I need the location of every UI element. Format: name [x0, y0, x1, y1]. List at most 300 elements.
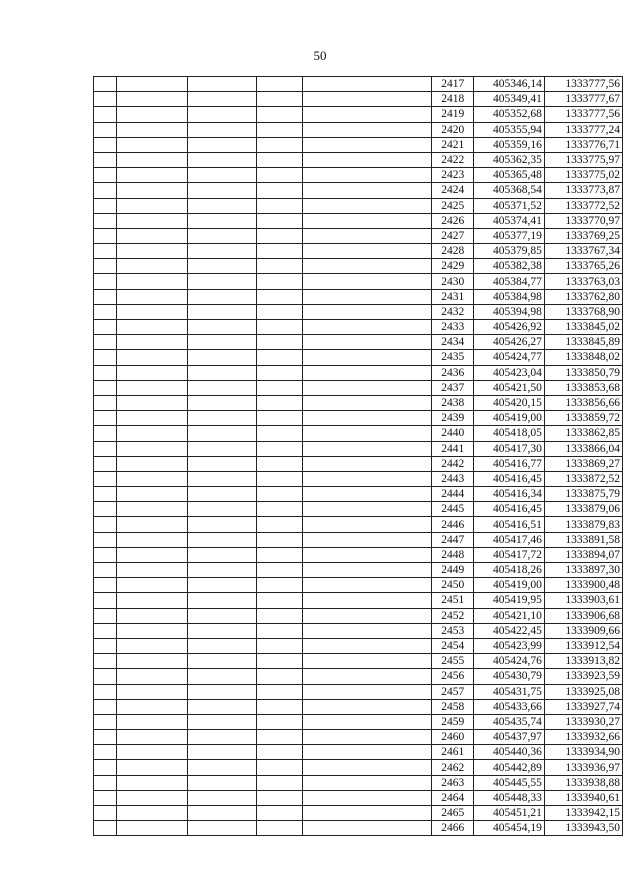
- x-coordinate-cell: 405451,21: [474, 806, 545, 821]
- empty-cell: [187, 517, 257, 532]
- empty-cell: [187, 578, 257, 593]
- x-coordinate-cell: 405418,05: [474, 426, 545, 441]
- empty-cell: [303, 502, 432, 517]
- table-row: [94, 426, 623, 441]
- table-row: [94, 745, 623, 760]
- empty-cell: [187, 638, 257, 653]
- empty-cell: [257, 122, 303, 137]
- empty-cell: [187, 532, 257, 547]
- empty-cell: [257, 244, 303, 259]
- empty-cell: [94, 77, 117, 92]
- y-coordinate-cell: 1333767,34: [544, 244, 622, 259]
- empty-cell: [94, 168, 117, 183]
- empty-cell: [94, 426, 117, 441]
- x-coordinate-cell: 405394,98: [474, 304, 545, 319]
- empty-cell: [187, 350, 257, 365]
- empty-cell: [94, 395, 117, 410]
- empty-cell: [116, 365, 187, 380]
- empty-cell: [187, 563, 257, 578]
- empty-cell: [257, 77, 303, 92]
- empty-cell: [94, 638, 117, 653]
- empty-cell: [116, 320, 187, 335]
- x-coordinate-cell: 405377,19: [474, 228, 545, 243]
- empty-cell: [116, 350, 187, 365]
- x-coordinate-cell: 405424,76: [474, 654, 545, 669]
- x-coordinate-cell: 405445,55: [474, 775, 545, 790]
- point-number-cell: 2441: [432, 441, 474, 456]
- table-row: [94, 806, 623, 821]
- empty-cell: [187, 456, 257, 471]
- y-coordinate-cell: 1333845,02: [544, 320, 622, 335]
- empty-cell: [303, 320, 432, 335]
- empty-cell: [187, 775, 257, 790]
- point-number-cell: 2459: [432, 714, 474, 729]
- x-coordinate-cell: 405437,97: [474, 730, 545, 745]
- table-row: [94, 547, 623, 562]
- empty-cell: [116, 183, 187, 198]
- empty-cell: [116, 714, 187, 729]
- empty-cell: [94, 244, 117, 259]
- table-row: [94, 517, 623, 532]
- empty-cell: [187, 304, 257, 319]
- empty-cell: [116, 502, 187, 517]
- empty-cell: [187, 274, 257, 289]
- empty-cell: [116, 547, 187, 562]
- table-row: [94, 441, 623, 456]
- table-row: [94, 471, 623, 486]
- empty-cell: [116, 137, 187, 152]
- empty-cell: [257, 380, 303, 395]
- empty-cell: [94, 699, 117, 714]
- table-row: [94, 623, 623, 638]
- empty-cell: [303, 274, 432, 289]
- empty-cell: [257, 335, 303, 350]
- empty-cell: [116, 593, 187, 608]
- empty-cell: [94, 122, 117, 137]
- empty-cell: [303, 244, 432, 259]
- point-number-cell: 2447: [432, 532, 474, 547]
- empty-cell: [257, 274, 303, 289]
- empty-cell: [94, 578, 117, 593]
- y-coordinate-cell: 1333770,97: [544, 213, 622, 228]
- y-coordinate-cell: 1333777,56: [544, 107, 622, 122]
- point-number-cell: 2445: [432, 502, 474, 517]
- empty-cell: [187, 471, 257, 486]
- empty-cell: [257, 350, 303, 365]
- empty-cell: [116, 122, 187, 137]
- empty-cell: [303, 395, 432, 410]
- point-number-cell: 2429: [432, 259, 474, 274]
- y-coordinate-cell: 1333912,54: [544, 638, 622, 653]
- empty-cell: [303, 623, 432, 638]
- empty-cell: [303, 714, 432, 729]
- y-coordinate-cell: 1333776,71: [544, 137, 622, 152]
- empty-cell: [257, 684, 303, 699]
- empty-cell: [116, 304, 187, 319]
- empty-cell: [303, 441, 432, 456]
- empty-cell: [187, 395, 257, 410]
- empty-cell: [303, 350, 432, 365]
- empty-cell: [94, 365, 117, 380]
- empty-cell: [257, 593, 303, 608]
- empty-cell: [116, 107, 187, 122]
- y-coordinate-cell: 1333777,67: [544, 92, 622, 107]
- point-number-cell: 2462: [432, 760, 474, 775]
- empty-cell: [303, 213, 432, 228]
- empty-cell: [303, 92, 432, 107]
- empty-cell: [257, 806, 303, 821]
- empty-cell: [94, 259, 117, 274]
- empty-cell: [94, 684, 117, 699]
- empty-cell: [257, 395, 303, 410]
- x-coordinate-cell: 405349,41: [474, 92, 545, 107]
- empty-cell: [187, 441, 257, 456]
- x-coordinate-cell: 405416,51: [474, 517, 545, 532]
- empty-cell: [257, 198, 303, 213]
- y-coordinate-cell: 1333938,88: [544, 775, 622, 790]
- x-coordinate-cell: 405419,00: [474, 578, 545, 593]
- page-number: 50: [313, 48, 327, 63]
- table-row: [94, 456, 623, 471]
- empty-cell: [303, 745, 432, 760]
- y-coordinate-cell: 1333775,02: [544, 168, 622, 183]
- empty-cell: [303, 380, 432, 395]
- empty-cell: [94, 608, 117, 623]
- y-coordinate-cell: 1333900,48: [544, 578, 622, 593]
- empty-cell: [257, 304, 303, 319]
- table-row: [94, 730, 623, 745]
- table-row: [94, 304, 623, 319]
- empty-cell: [187, 152, 257, 167]
- empty-cell: [257, 259, 303, 274]
- empty-cell: [187, 623, 257, 638]
- x-coordinate-cell: 405355,94: [474, 122, 545, 137]
- empty-cell: [116, 335, 187, 350]
- empty-cell: [116, 684, 187, 699]
- empty-cell: [94, 107, 117, 122]
- empty-cell: [116, 259, 187, 274]
- empty-cell: [257, 137, 303, 152]
- x-coordinate-cell: 405433,66: [474, 699, 545, 714]
- empty-cell: [94, 517, 117, 532]
- empty-cell: [116, 775, 187, 790]
- empty-cell: [116, 699, 187, 714]
- empty-cell: [94, 228, 117, 243]
- y-coordinate-cell: 1333891,58: [544, 532, 622, 547]
- empty-cell: [116, 471, 187, 486]
- point-number-cell: 2436: [432, 365, 474, 380]
- empty-cell: [303, 259, 432, 274]
- x-coordinate-cell: 405384,98: [474, 289, 545, 304]
- empty-cell: [303, 152, 432, 167]
- empty-cell: [257, 487, 303, 502]
- empty-cell: [257, 502, 303, 517]
- x-coordinate-cell: 405423,04: [474, 365, 545, 380]
- empty-cell: [257, 669, 303, 684]
- empty-cell: [303, 335, 432, 350]
- table-row: [94, 107, 623, 122]
- empty-cell: [303, 578, 432, 593]
- point-number-cell: 2425: [432, 198, 474, 213]
- empty-cell: [257, 760, 303, 775]
- empty-cell: [94, 806, 117, 821]
- point-number-cell: 2418: [432, 92, 474, 107]
- x-coordinate-cell: 405430,79: [474, 669, 545, 684]
- empty-cell: [303, 289, 432, 304]
- empty-cell: [303, 654, 432, 669]
- empty-cell: [257, 638, 303, 653]
- y-coordinate-cell: 1333856,66: [544, 395, 622, 410]
- empty-cell: [116, 532, 187, 547]
- empty-cell: [116, 244, 187, 259]
- table-row: [94, 669, 623, 684]
- empty-cell: [303, 487, 432, 502]
- empty-cell: [94, 350, 117, 365]
- x-coordinate-cell: 405426,27: [474, 335, 545, 350]
- empty-cell: [187, 92, 257, 107]
- empty-cell: [116, 411, 187, 426]
- y-coordinate-cell: 1333773,87: [544, 183, 622, 198]
- point-number-cell: 2456: [432, 669, 474, 684]
- x-coordinate-cell: 405440,36: [474, 745, 545, 760]
- empty-cell: [257, 183, 303, 198]
- empty-cell: [257, 107, 303, 122]
- empty-cell: [303, 699, 432, 714]
- table-row: [94, 228, 623, 243]
- table-row: [94, 790, 623, 805]
- empty-cell: [187, 547, 257, 562]
- y-coordinate-cell: 1333936,97: [544, 760, 622, 775]
- x-coordinate-cell: 405374,41: [474, 213, 545, 228]
- empty-cell: [116, 426, 187, 441]
- x-coordinate-cell: 405416,45: [474, 471, 545, 486]
- empty-cell: [116, 745, 187, 760]
- empty-cell: [187, 183, 257, 198]
- table-row: [94, 684, 623, 699]
- empty-cell: [116, 578, 187, 593]
- y-coordinate-cell: 1333777,24: [544, 122, 622, 137]
- empty-cell: [94, 320, 117, 335]
- empty-cell: [303, 107, 432, 122]
- empty-cell: [303, 638, 432, 653]
- empty-cell: [116, 441, 187, 456]
- point-number-cell: 2434: [432, 335, 474, 350]
- empty-cell: [257, 471, 303, 486]
- table-body: [94, 77, 623, 836]
- empty-cell: [116, 517, 187, 532]
- empty-cell: [116, 730, 187, 745]
- point-number-cell: 2460: [432, 730, 474, 745]
- point-number-cell: 2451: [432, 593, 474, 608]
- empty-cell: [303, 228, 432, 243]
- empty-cell: [303, 593, 432, 608]
- empty-cell: [187, 730, 257, 745]
- empty-cell: [257, 320, 303, 335]
- point-number-cell: 2458: [432, 699, 474, 714]
- y-coordinate-cell: 1333848,02: [544, 350, 622, 365]
- x-coordinate-cell: 405431,75: [474, 684, 545, 699]
- empty-cell: [303, 684, 432, 699]
- empty-cell: [187, 137, 257, 152]
- y-coordinate-cell: 1333879,83: [544, 517, 622, 532]
- x-coordinate-cell: 405419,00: [474, 411, 545, 426]
- empty-cell: [94, 790, 117, 805]
- empty-cell: [303, 456, 432, 471]
- empty-cell: [303, 426, 432, 441]
- empty-cell: [187, 426, 257, 441]
- x-coordinate-cell: 405365,48: [474, 168, 545, 183]
- empty-cell: [257, 623, 303, 638]
- empty-cell: [116, 152, 187, 167]
- x-coordinate-cell: 405416,34: [474, 487, 545, 502]
- point-number-cell: 2463: [432, 775, 474, 790]
- empty-cell: [116, 669, 187, 684]
- x-coordinate-cell: 405420,15: [474, 395, 545, 410]
- point-number-cell: 2442: [432, 456, 474, 471]
- x-coordinate-cell: 405418,26: [474, 563, 545, 578]
- empty-cell: [94, 487, 117, 502]
- empty-cell: [116, 274, 187, 289]
- table-row: [94, 152, 623, 167]
- x-coordinate-cell: 405382,38: [474, 259, 545, 274]
- point-number-cell: 2444: [432, 487, 474, 502]
- x-coordinate-cell: 405454,19: [474, 821, 545, 836]
- empty-cell: [94, 669, 117, 684]
- empty-cell: [94, 441, 117, 456]
- y-coordinate-cell: 1333853,68: [544, 380, 622, 395]
- empty-cell: [303, 563, 432, 578]
- empty-cell: [257, 532, 303, 547]
- empty-cell: [257, 456, 303, 471]
- empty-cell: [257, 563, 303, 578]
- y-coordinate-cell: 1333850,79: [544, 365, 622, 380]
- y-coordinate-cell: 1333903,61: [544, 593, 622, 608]
- empty-cell: [257, 654, 303, 669]
- empty-cell: [303, 198, 432, 213]
- empty-cell: [303, 730, 432, 745]
- table-row: [94, 350, 623, 365]
- x-coordinate-cell: 405426,92: [474, 320, 545, 335]
- point-number-cell: 2455: [432, 654, 474, 669]
- x-coordinate-cell: 405419,95: [474, 593, 545, 608]
- empty-cell: [187, 714, 257, 729]
- table-row: [94, 593, 623, 608]
- x-coordinate-cell: 405416,45: [474, 502, 545, 517]
- point-number-cell: 2421: [432, 137, 474, 152]
- y-coordinate-cell: 1333862,85: [544, 426, 622, 441]
- empty-cell: [116, 213, 187, 228]
- y-coordinate-cell: 1333942,15: [544, 806, 622, 821]
- point-number-cell: 2438: [432, 395, 474, 410]
- x-coordinate-cell: 405379,85: [474, 244, 545, 259]
- table-row: [94, 289, 623, 304]
- point-number-cell: 2465: [432, 806, 474, 821]
- y-coordinate-cell: 1333765,26: [544, 259, 622, 274]
- y-coordinate-cell: 1333875,79: [544, 487, 622, 502]
- y-coordinate-cell: 1333777,56: [544, 77, 622, 92]
- y-coordinate-cell: 1333845,89: [544, 335, 622, 350]
- empty-cell: [94, 775, 117, 790]
- point-number-cell: 2461: [432, 745, 474, 760]
- empty-cell: [303, 532, 432, 547]
- empty-cell: [187, 335, 257, 350]
- point-number-cell: 2428: [432, 244, 474, 259]
- empty-cell: [116, 77, 187, 92]
- empty-cell: [116, 623, 187, 638]
- empty-cell: [116, 289, 187, 304]
- empty-cell: [116, 760, 187, 775]
- empty-cell: [303, 669, 432, 684]
- empty-cell: [94, 183, 117, 198]
- empty-cell: [187, 228, 257, 243]
- point-number-cell: 2431: [432, 289, 474, 304]
- table-row: [94, 183, 623, 198]
- empty-cell: [303, 411, 432, 426]
- table-row: [94, 274, 623, 289]
- y-coordinate-cell: 1333940,61: [544, 790, 622, 805]
- table-row: [94, 77, 623, 92]
- empty-cell: [257, 426, 303, 441]
- y-coordinate-cell: 1333772,52: [544, 198, 622, 213]
- empty-cell: [94, 623, 117, 638]
- empty-cell: [257, 441, 303, 456]
- table-row: [94, 563, 623, 578]
- empty-cell: [116, 790, 187, 805]
- empty-cell: [257, 790, 303, 805]
- empty-cell: [94, 274, 117, 289]
- table-row: [94, 213, 623, 228]
- table-row: [94, 654, 623, 669]
- empty-cell: [257, 608, 303, 623]
- empty-cell: [187, 806, 257, 821]
- empty-cell: [303, 821, 432, 836]
- x-coordinate-cell: 405417,30: [474, 441, 545, 456]
- empty-cell: [187, 289, 257, 304]
- y-coordinate-cell: 1333775,97: [544, 152, 622, 167]
- table-row: [94, 395, 623, 410]
- empty-cell: [303, 77, 432, 92]
- table-row: [94, 775, 623, 790]
- empty-cell: [187, 213, 257, 228]
- x-coordinate-cell: 405421,50: [474, 380, 545, 395]
- empty-cell: [187, 684, 257, 699]
- empty-cell: [257, 775, 303, 790]
- empty-cell: [94, 745, 117, 760]
- table-row: [94, 335, 623, 350]
- empty-cell: [94, 547, 117, 562]
- x-coordinate-cell: 405423,99: [474, 638, 545, 653]
- x-coordinate-cell: 405417,72: [474, 547, 545, 562]
- table-row: [94, 137, 623, 152]
- empty-cell: [187, 593, 257, 608]
- empty-cell: [257, 821, 303, 836]
- y-coordinate-cell: 1333934,90: [544, 745, 622, 760]
- point-number-cell: 2454: [432, 638, 474, 653]
- table-row: [94, 638, 623, 653]
- y-coordinate-cell: 1333769,25: [544, 228, 622, 243]
- x-coordinate-cell: 405435,74: [474, 714, 545, 729]
- point-number-cell: 2440: [432, 426, 474, 441]
- empty-cell: [116, 198, 187, 213]
- y-coordinate-cell: 1333763,03: [544, 274, 622, 289]
- x-coordinate-cell: 405417,46: [474, 532, 545, 547]
- empty-cell: [94, 198, 117, 213]
- point-number-cell: 2430: [432, 274, 474, 289]
- y-coordinate-cell: 1333925,08: [544, 684, 622, 699]
- y-coordinate-cell: 1333932,66: [544, 730, 622, 745]
- point-number-cell: 2449: [432, 563, 474, 578]
- y-coordinate-cell: 1333897,30: [544, 563, 622, 578]
